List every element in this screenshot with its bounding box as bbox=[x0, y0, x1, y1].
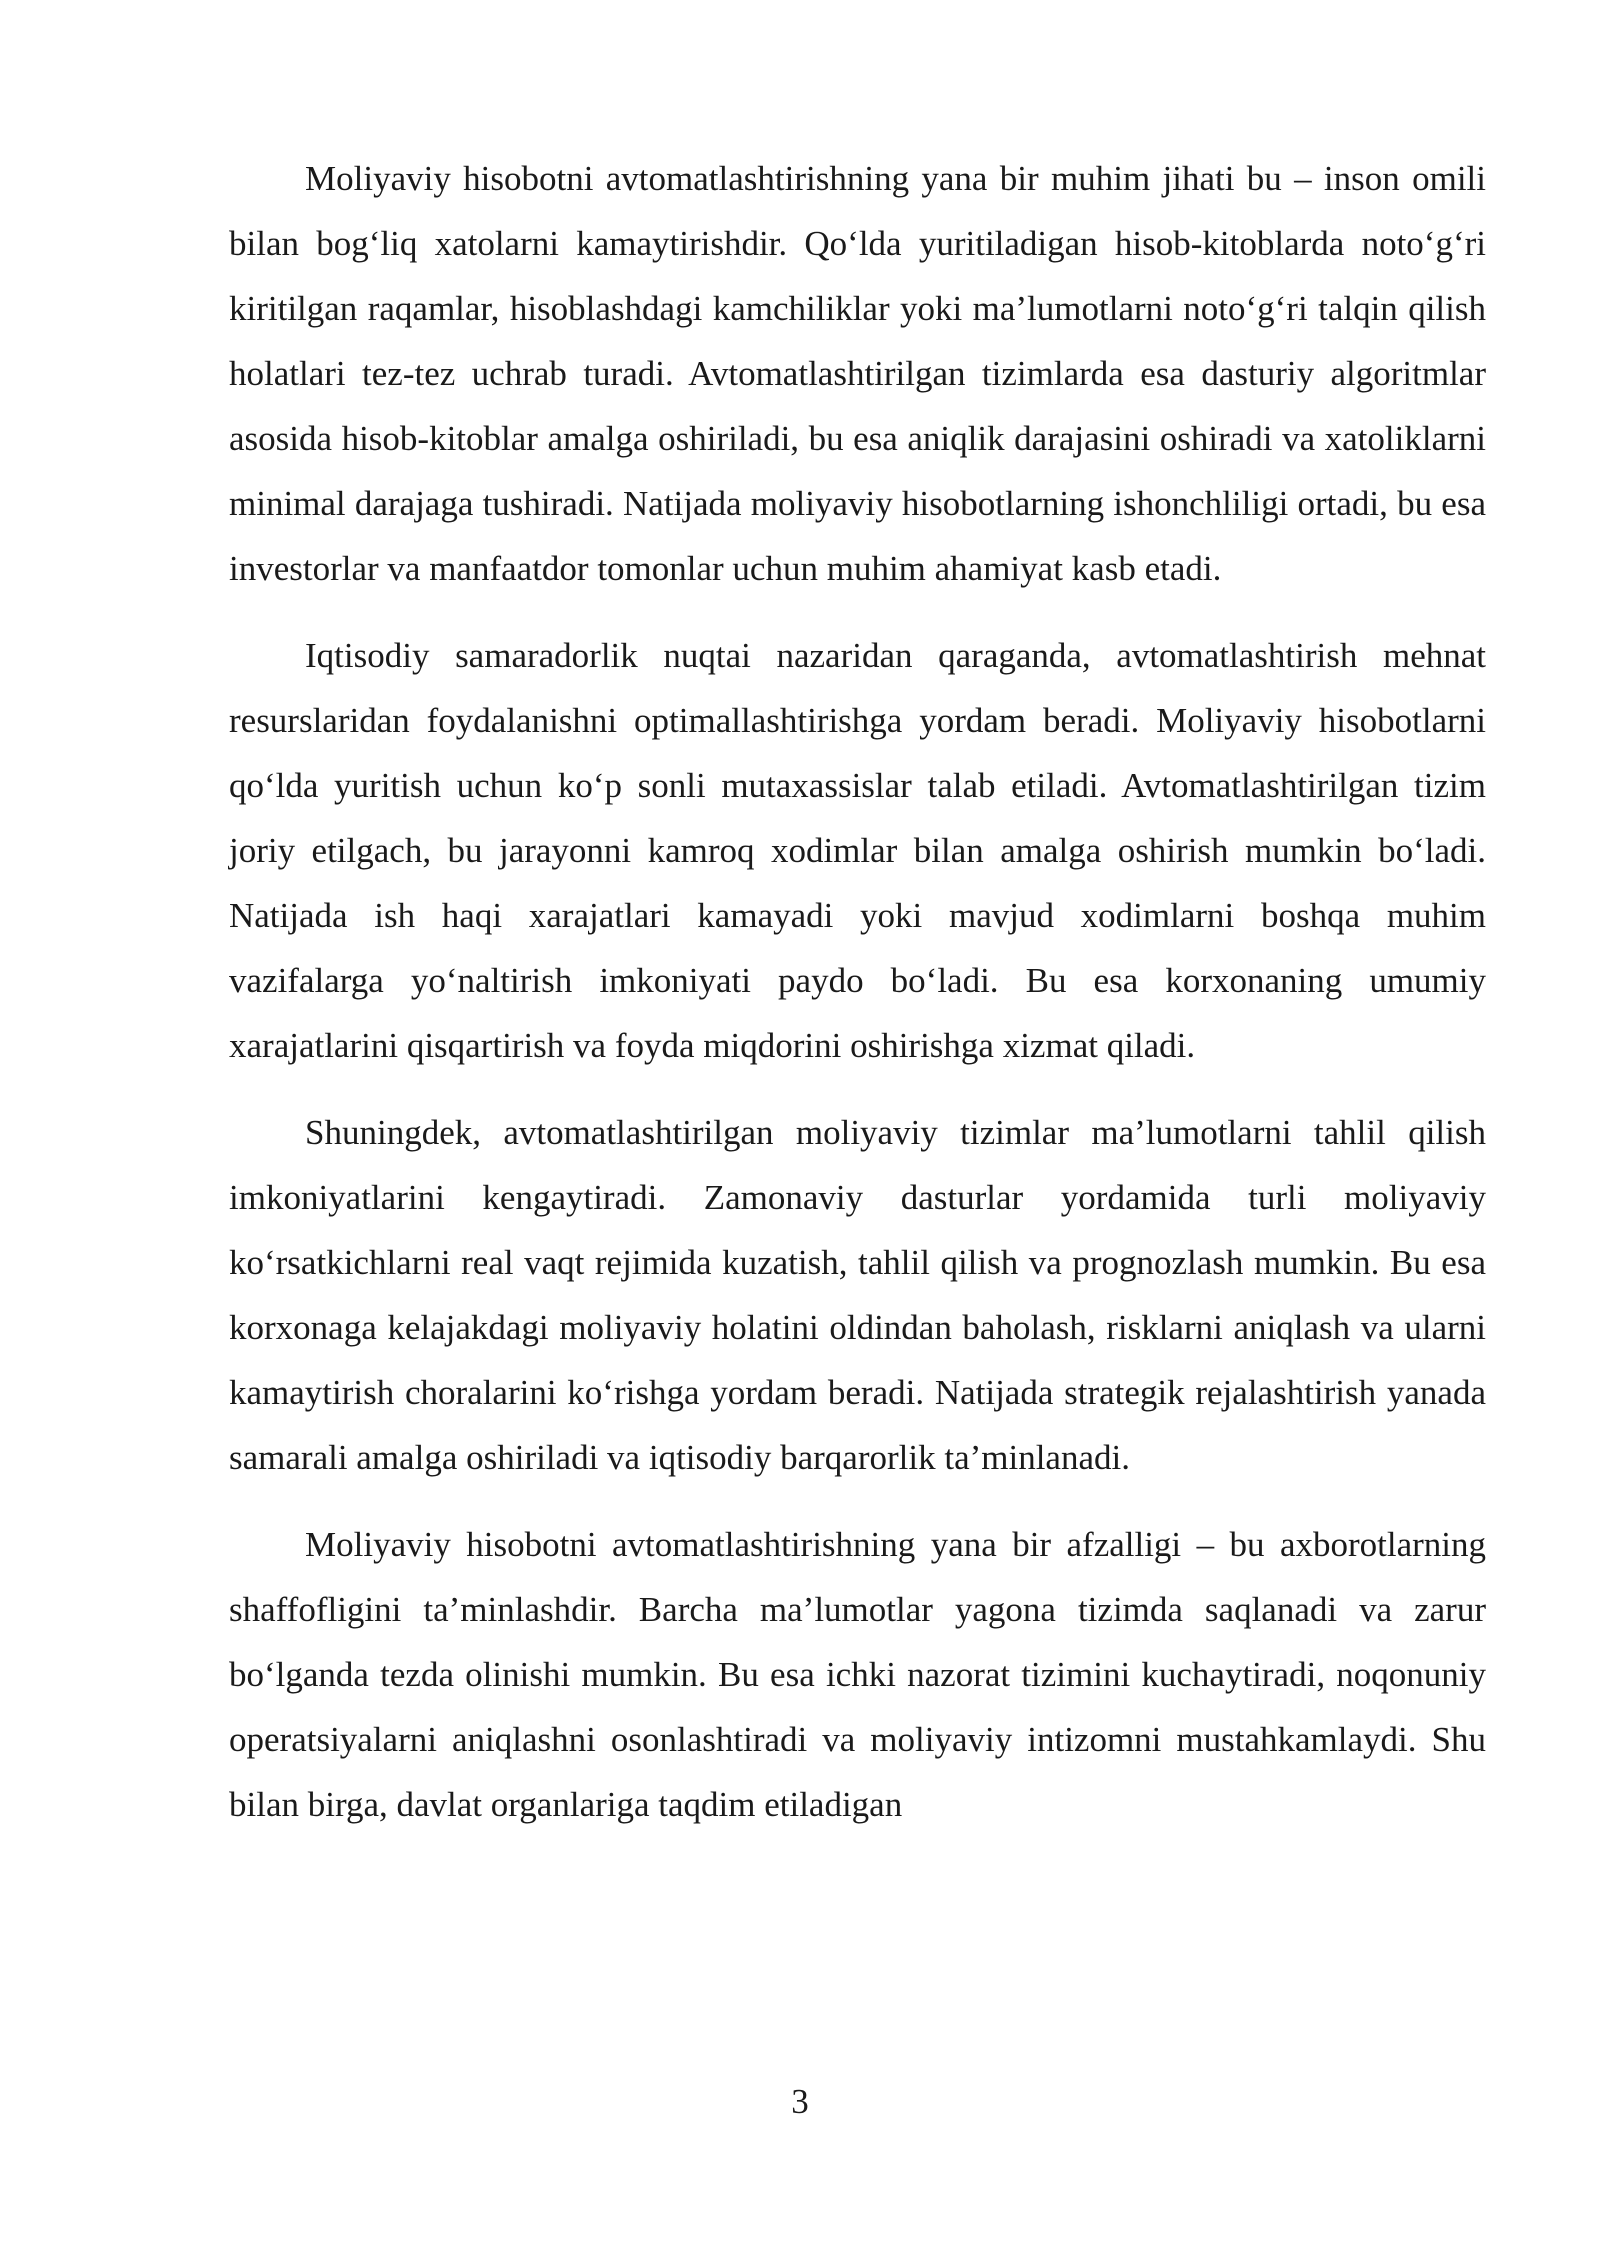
page-number: 3 bbox=[791, 2082, 809, 2121]
paragraph-4: Moliyaviy hisobotni avtomatlashtirishning yana bir afzalligi – bu axborotlarning shaffofligini ta’minlashdir. Barcha ma’lumotlar yagona tizimda saqlanadi va zarur bo‘lganda tezda olinishi mumkin. Bu esa ichki nazorat tizimini kuchaytiradi, noqonuniy operatsiyalarni aniqlashni osonlashtiradi va moliyaviy intizomni mustahkamlaydi. Shu bilan birga, davlat organlariga taqdim etiladigan bbox=[229, 1525, 1486, 1824]
paragraph-2: Iqtisodiy samaradorlik nuqtai nazaridan qaraganda, avtomatlashtirish mehnat resurslaridan foydalanishni optimallashtirishga yordam beradi. Moliyaviy hisobotlarni qo‘lda yuritish uchun ko‘p sonli mutaxassislar talab etiladi. Avtomatlashtirilgan tizim joriy etilgach, bu jarayonni kamroq xodimlar bilan amalga oshirish mumkin bo‘ladi. Natijada ish haqi xarajatlari kamayadi yoki mavjud xodimlarni boshqa muhim vazifalarga yo‘naltirish imkoniyati paydo bo‘ladi. Bu esa korxonaning umumiy xarajatlarini qisqartirish va foyda miqdorini oshirishga xizmat qiladi. bbox=[229, 636, 1486, 1065]
paragraph-3: Shuningdek, avtomatlashtirilgan moliyaviy tizimlar ma’lumotlarni tahlil qilish imkoniyatlarini kengaytiradi. Zamonaviy dasturlar yordamida turli moliyaviy ko‘rsatkichlarni real vaqt rejimida kuzatish, tahlil qilish va prognozlash mumkin. Bu esa korxonaga kelajakdagi moliyaviy holatini oldindan baholash, risklarni aniqlash va ularni kamaytirish choralarini ko‘rishga yordam beradi. Natijada strategik rejalashtirish yanada samarali amalga oshiriladi va iqtisodiy barqarorlik ta’minlanadi. bbox=[229, 1113, 1486, 1477]
body-text bbox=[229, 146, 1486, 1859]
paragraph-1: Moliyaviy hisobotni avtomatlashtirishning yana bir muhim jihati bu – inson omili bilan bog‘liq xatolarni kamaytirishdir. Qo‘lda yuritiladigan hisob-kitoblarda noto‘g‘ri kiritilgan raqamlar, hisoblashdagi kamchiliklar yoki ma’lumotlarni noto‘g‘ri talqin qilish holatlari tez-tez uchrab turadi. Avtomatlashtirilgan tizimlarda esa dasturiy algoritmlar asosida hisob-kitoblar amalga oshiriladi, bu esa aniqlik darajasini oshiradi va xatoliklarni minimal darajaga tushiradi. Natijada moliyaviy hisobotlarning ishonchliligi ortadi, bu esa investorlar va manfaatdor tomonlar uchun muhim ahamiyat kasb etadi. bbox=[229, 159, 1486, 588]
